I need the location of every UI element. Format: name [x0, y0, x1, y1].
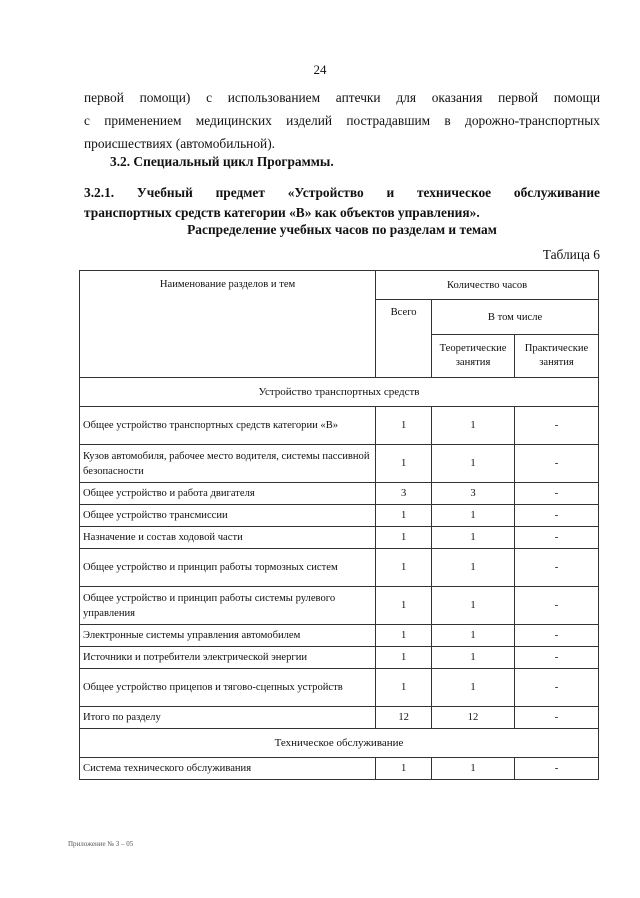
- hours-theory: 3: [432, 483, 515, 505]
- hours-theory: 1: [432, 549, 515, 587]
- table-row: [80, 669, 599, 707]
- section-heading: 3.2. Специальный цикл Программы.: [110, 154, 334, 169]
- hours-total: 1: [376, 587, 432, 625]
- hours-total: 1: [376, 549, 432, 587]
- hours-theory: 1: [432, 527, 515, 549]
- page-number: 24: [313, 62, 327, 77]
- subject-heading: [84, 183, 600, 223]
- hours-theory: 1: [432, 407, 515, 445]
- table-row: [80, 527, 599, 549]
- col-header-quantity: Количество часов: [376, 271, 599, 300]
- hours-total: 1: [376, 445, 432, 483]
- hours-practice: -: [515, 587, 599, 625]
- table-row: [80, 445, 599, 483]
- hours-total: 1: [376, 505, 432, 527]
- topic-name: Общее устройство прицепов и тягово-сцепных устройств: [80, 669, 376, 707]
- table-row: [80, 505, 599, 527]
- hours-theory: 1: [432, 587, 515, 625]
- topic-name: Источники и потребители электрической энергии: [80, 647, 376, 669]
- topic-name: Назначение и состав ходовой части: [80, 527, 376, 549]
- subject-heading-line: транспортных средств категории «В» как объектов управления».: [84, 205, 480, 220]
- col-header-name: Наименование разделов и тем: [80, 271, 376, 378]
- hours-practice: -: [515, 707, 599, 729]
- table-row: [80, 758, 599, 780]
- section-title: Техническое обслуживание: [80, 729, 599, 758]
- topic-name: Общее устройство и принцип работы тормозных систем: [80, 549, 376, 587]
- hours-practice: -: [515, 758, 599, 780]
- topic-name: Общее устройство трансмиссии: [80, 505, 376, 527]
- table-row: [80, 625, 599, 647]
- table-row: [80, 483, 599, 505]
- subject-heading-line: 3.2.1. Учебный предмет «Устройство и техническое обслуживание: [84, 185, 600, 200]
- hours-theory: 1: [432, 625, 515, 647]
- intro-paragraph: [84, 86, 600, 155]
- hours-total: 1: [376, 669, 432, 707]
- intro-line: первой помощи) с использованием аптечки для оказания первой помощи: [84, 90, 600, 105]
- hours-practice: -: [515, 527, 599, 549]
- topic-name: Общее устройство и работа двигателя: [80, 483, 376, 505]
- hours-practice: -: [515, 505, 599, 527]
- hours-total: 1: [376, 647, 432, 669]
- hours-total: 1: [376, 758, 432, 780]
- hours-practice: -: [515, 549, 599, 587]
- distribution-heading: Распределение учебных часов по разделам и темам: [187, 222, 497, 237]
- section-title: Устройство транспортных средств: [80, 378, 599, 407]
- table-row: [80, 587, 599, 625]
- hours-theory: 1: [432, 647, 515, 669]
- hours-theory: 1: [432, 758, 515, 780]
- hours-theory: 1: [432, 505, 515, 527]
- hours-practice: -: [515, 625, 599, 647]
- table-row: [80, 549, 599, 587]
- table-row-subtotal: [80, 707, 599, 729]
- hours-total: 3: [376, 483, 432, 505]
- hours-table: [79, 270, 599, 780]
- intro-line: с применением медицинских изделий пострадавшим в дорожно-транспортных: [84, 113, 600, 128]
- topic-name: Система технического обслуживания: [80, 758, 376, 780]
- table-label: Таблица 6: [542, 247, 600, 262]
- hours-theory: 1: [432, 445, 515, 483]
- hours-theory: 12: [432, 707, 515, 729]
- topic-name: Электронные системы управления автомобилем: [80, 625, 376, 647]
- col-header-total: Всего: [376, 300, 432, 378]
- hours-practice: -: [515, 407, 599, 445]
- hours-practice: -: [515, 647, 599, 669]
- col-header-practice: Практические занятия: [515, 335, 599, 378]
- topic-name: Итого по разделу: [80, 707, 376, 729]
- col-header-theory: Теоретические занятия: [432, 335, 515, 378]
- intro-line: происшествиях (автомобильной).: [84, 136, 276, 151]
- topic-name: Общее устройство транспортных средств категории «В»: [80, 407, 376, 445]
- hours-total: 1: [376, 527, 432, 549]
- hours-total: 12: [376, 707, 432, 729]
- col-header-including: В том числе: [432, 300, 599, 335]
- hours-total: 1: [376, 407, 432, 445]
- hours-total: 1: [376, 625, 432, 647]
- hours-practice: -: [515, 445, 599, 483]
- hours-practice: -: [515, 483, 599, 505]
- topic-name: Кузов автомобиля, рабочее место водителя, системы пассивной безопасности: [80, 445, 376, 483]
- footer-note: Приложение № 3 – 05: [68, 840, 134, 848]
- table-row: [80, 407, 599, 445]
- hours-theory: 1: [432, 669, 515, 707]
- topic-name: Общее устройство и принцип работы системы рулевого управления: [80, 587, 376, 625]
- table-row: [80, 647, 599, 669]
- hours-practice: -: [515, 669, 599, 707]
